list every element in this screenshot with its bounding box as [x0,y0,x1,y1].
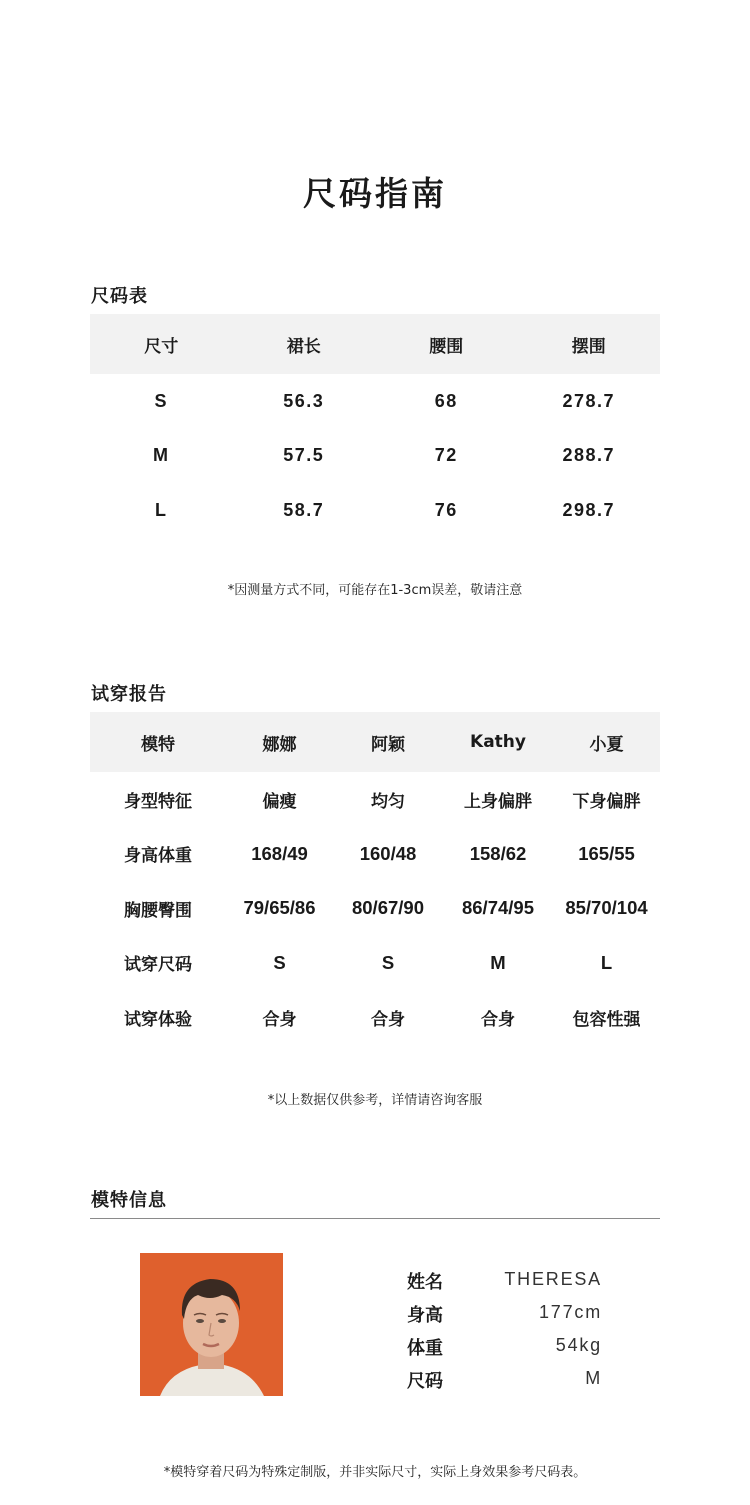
name-value: THERESA [504,1269,602,1289]
weight-label: 体重 [407,1338,443,1359]
row-label: 身型特征 [124,791,192,812]
page-title: 尺码指南 [303,174,447,213]
table-row [90,881,660,936]
model-info-heading: 模特信息 [91,1190,167,1211]
table-cell: 下身偏胖 [572,791,641,812]
size-value: M [585,1368,602,1388]
table-cell: 80/67/90 [351,897,424,919]
table-row [90,772,660,827]
size-chart-heading: 尺码表 [91,286,148,307]
col-header-skirt-length: 裙长 [233,314,376,374]
table-cell: 288.7 [562,445,616,466]
size-chart-table [90,314,660,538]
table-cell: 均匀 [371,791,405,812]
table-cell: 72 [434,445,458,466]
col-header-model-4: 小夏 [553,712,660,772]
col-header-model-1: 娜娜 [226,712,333,772]
row-label: 胸腰臀围 [124,900,192,921]
section-divider [90,1218,660,1219]
col-header-waist: 腰围 [375,314,518,374]
table-cell: 合身 [481,1009,515,1030]
weight-value: 54kg [555,1335,602,1355]
table-cell: 168/49 [251,842,308,864]
table-row [90,827,660,882]
name-label: 姓名 [407,1272,443,1293]
table-cell: 85/70/104 [565,897,648,919]
table-cell: 278.7 [562,390,616,411]
table-cell: 68 [434,390,458,411]
table-cell: 76 [434,499,458,520]
table-cell: 158/62 [469,842,527,864]
fit-report-header-row [90,712,660,772]
table-cell: M [153,445,170,466]
table-cell: 160/48 [359,842,417,864]
table-cell: 合身 [371,1009,405,1030]
size-chart-note: *因测量方式不同，可能存在1-3cm误差，敬请注意 [227,583,523,598]
table-cell: 56.3 [283,390,325,411]
table-cell: 165/55 [578,842,635,864]
footer-note: *模特穿着尺码为特殊定制版，并非实际尺寸，实际上身效果参考尺码表。 [163,1465,587,1480]
table-row [90,990,660,1045]
table-cell: 57.5 [283,445,325,466]
table-cell: L [600,951,613,973]
table-cell: 79/65/86 [243,897,316,919]
height-label: 身高 [407,1305,443,1326]
table-row [90,429,660,484]
table-cell: M [490,951,506,973]
height-value: 177cm [538,1302,602,1322]
table-cell: 偏瘦 [262,791,297,812]
table-cell: 86/74/95 [461,897,534,919]
table-cell: S [273,951,286,973]
row-label: 试穿体验 [124,1009,192,1030]
model-height-row [407,1301,602,1331]
row-label: 身高体重 [124,846,192,867]
size-chart-header-row [90,314,660,374]
col-header-model-2: 阿颖 [333,712,443,772]
model-size-row [407,1367,602,1397]
table-row [90,483,660,538]
table-row [90,374,660,429]
col-header-model: 模特 [90,712,226,772]
row-label: 试穿尺码 [124,955,192,976]
size-label: 尺码 [407,1371,443,1392]
fit-report-heading: 试穿报告 [91,684,167,705]
model-weight-row [407,1334,602,1364]
table-cell: 上身偏胖 [464,791,532,812]
table-cell: L [155,499,168,520]
table-row [90,936,660,991]
table-cell: 58.7 [283,499,325,520]
col-header-hem: 摆围 [518,314,661,374]
model-photo [140,1253,283,1396]
table-cell: 合身 [262,1009,297,1030]
table-cell: S [381,951,395,973]
table-cell: 包容性强 [572,1009,641,1030]
col-header-model-3: Kathy [443,712,553,772]
model-name-row [407,1268,602,1298]
table-cell: S [154,390,168,411]
fit-report-note: *以上数据仅供参考，详情请咨询客服 [267,1093,483,1108]
table-cell: 298.7 [562,499,616,520]
col-header-size: 尺寸 [90,314,233,374]
fit-report-table [90,712,660,1045]
